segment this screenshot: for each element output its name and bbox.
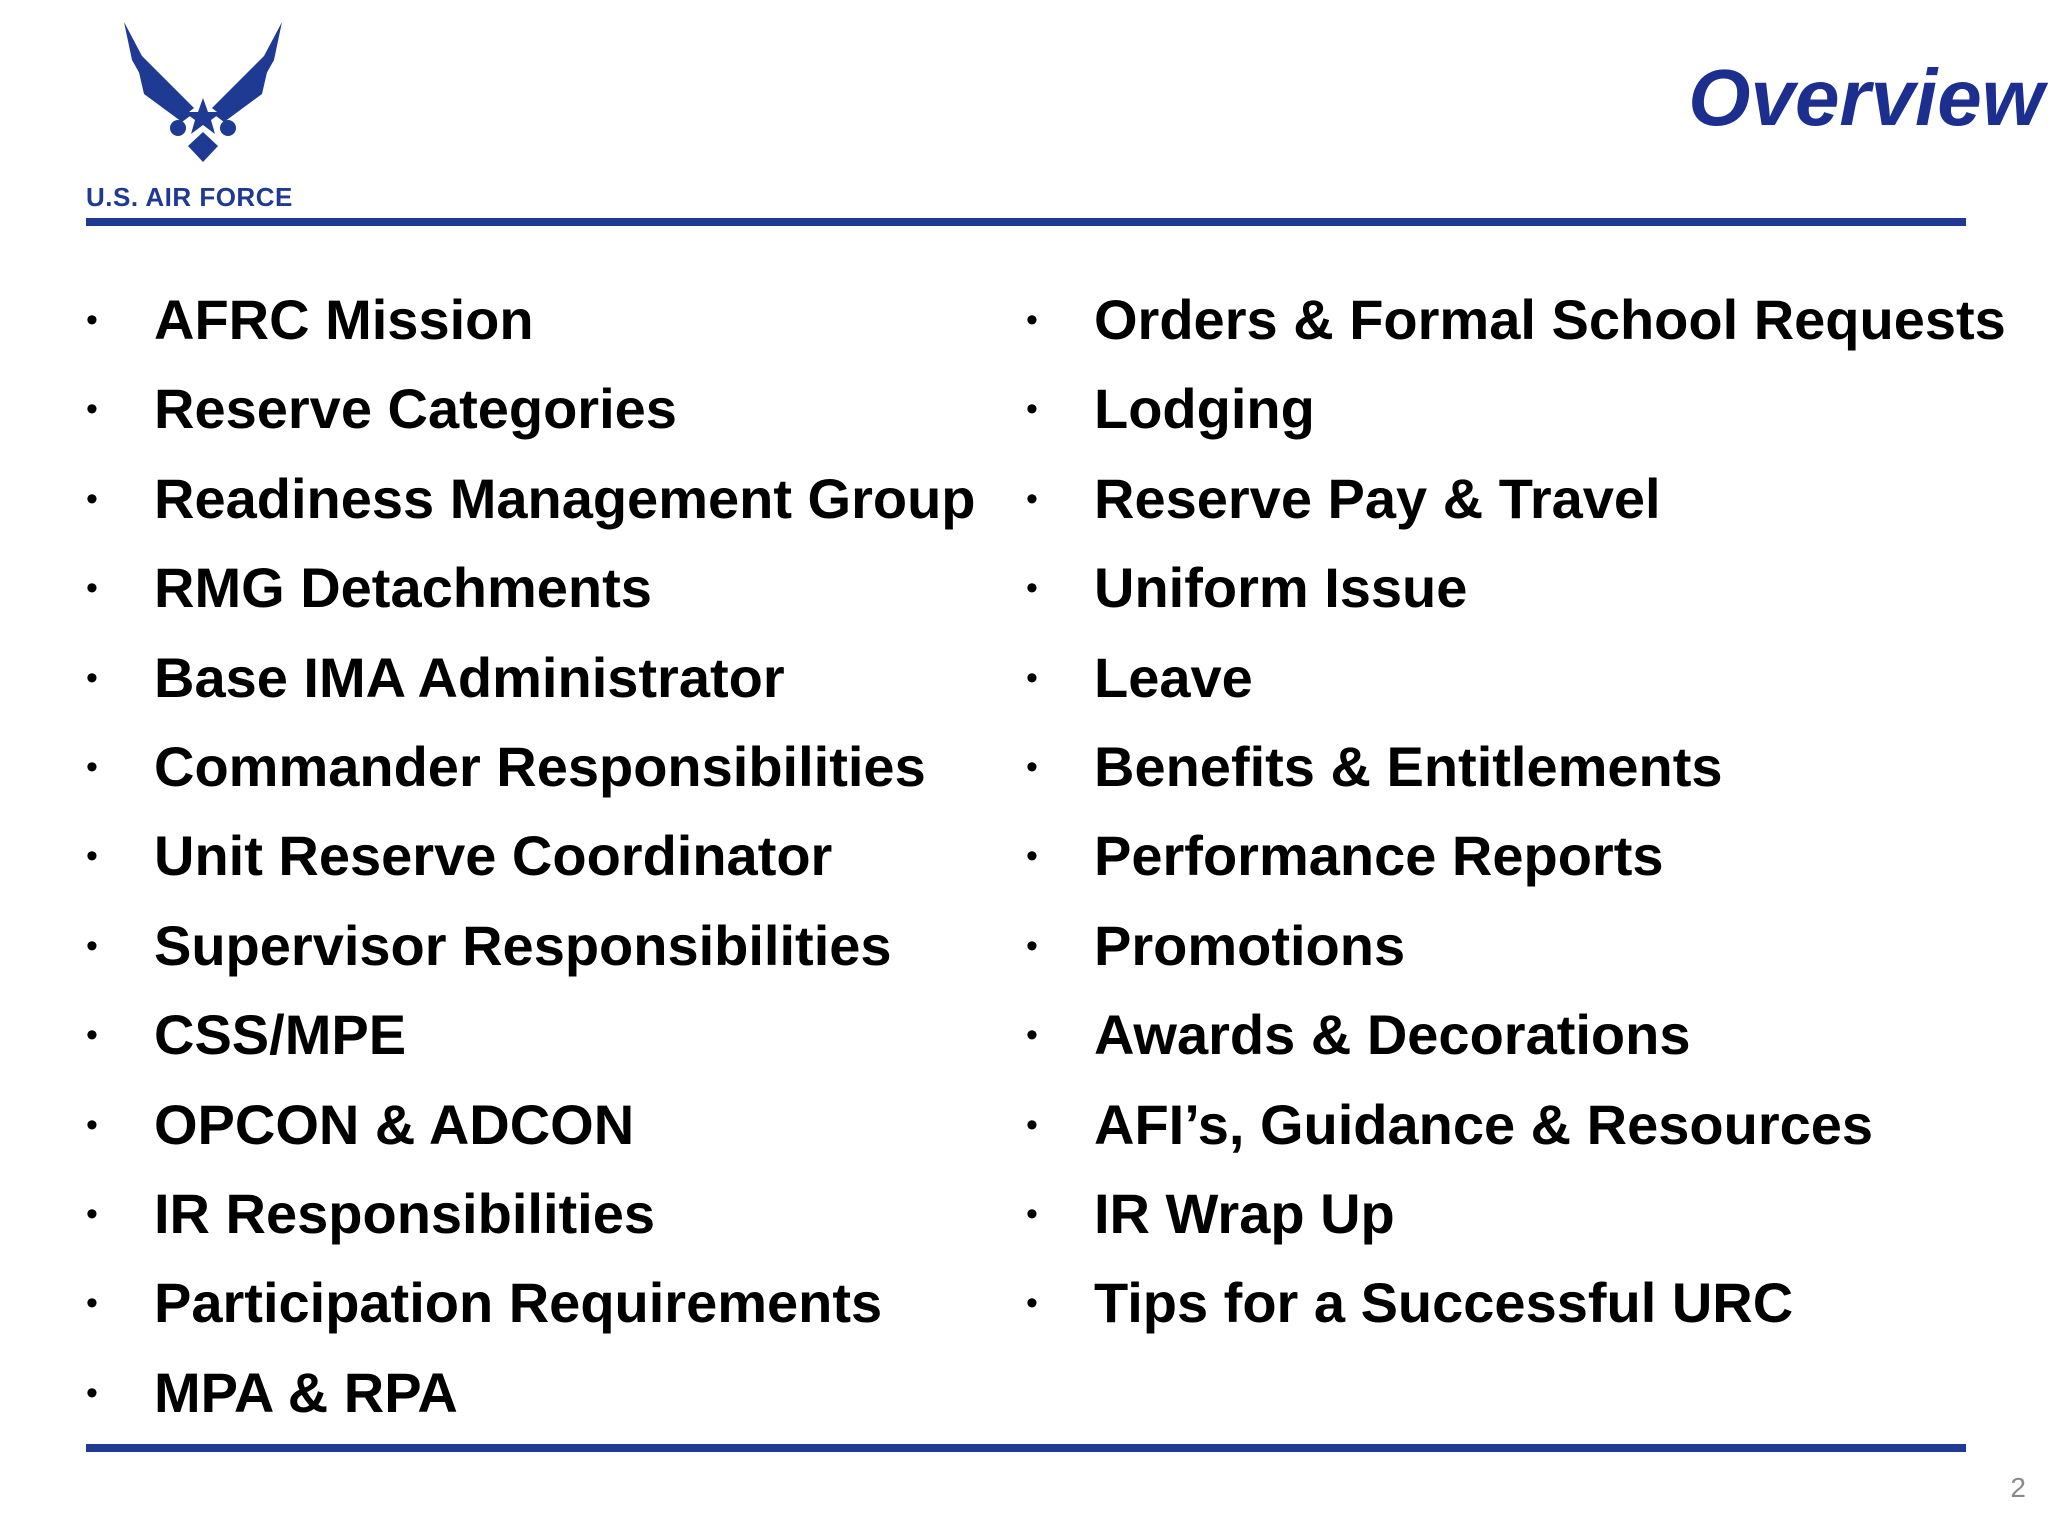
air-force-wings-icon <box>120 20 286 168</box>
list-item <box>1026 913 2041 1005</box>
bullet-icon: • <box>86 1105 98 1144</box>
list-item <box>1026 645 2041 737</box>
list-item <box>86 826 1086 915</box>
list-item <box>86 913 1086 1005</box>
page-title: Overview <box>1688 53 2044 142</box>
list-item-label: Leave <box>1094 645 1253 709</box>
list-item <box>1026 290 2041 379</box>
list-item-label: Orders & Formal School Requests <box>1094 288 2006 351</box>
list-item <box>86 1273 1086 1362</box>
list-item <box>1026 466 2041 558</box>
list-item-label: IR Responsibilities <box>154 1181 655 1245</box>
bullet-icon: • <box>86 390 98 429</box>
list-item-label: Promotions <box>1094 913 1406 977</box>
list-item-label: AFI’s, Guidance & Resources <box>1094 1092 1874 1156</box>
bullet-icon: • <box>86 658 98 697</box>
list-item-label: Reserve Pay & Travel <box>1094 466 1661 530</box>
list-item-label: Tips for a Successful URC <box>1094 1271 1794 1335</box>
list-item <box>1026 558 2041 647</box>
bullet-icon: • <box>1026 1194 1038 1233</box>
list-item <box>1026 1181 2041 1273</box>
list-item <box>1026 826 2041 915</box>
list-item <box>86 645 1086 737</box>
bullet-icon: • <box>1026 479 1038 518</box>
list-item-label: Readiness Management Group <box>154 466 976 530</box>
list-item-label: IR Wrap Up <box>1094 1181 1395 1245</box>
list-item <box>1026 379 2041 468</box>
bullet-icon: • <box>1026 747 1038 786</box>
bullet-icon: • <box>86 1373 98 1412</box>
bullet-icon: • <box>86 1194 98 1233</box>
bullet-icon: • <box>86 747 98 786</box>
list-item <box>1026 1092 2041 1184</box>
list-item <box>86 734 1086 826</box>
bullet-icon: • <box>1026 1016 1038 1055</box>
list-item-label: Lodging <box>1094 377 1315 441</box>
list-item-label: OPCON & ADCON <box>154 1092 635 1156</box>
list-item-label: Unit Reserve Coordinator <box>154 824 833 888</box>
bullet-icon: • <box>1026 926 1038 965</box>
bullet-icon: • <box>86 1016 98 1055</box>
bullet-icon: • <box>1026 569 1038 608</box>
list-item-label: MPA & RPA <box>154 1360 458 1424</box>
bullet-icon: • <box>1026 390 1038 429</box>
list-item <box>86 558 1086 647</box>
list-item <box>86 1360 1086 1452</box>
bullet-icon: • <box>1026 1105 1038 1144</box>
bullet-icon: • <box>86 837 98 876</box>
footer-divider <box>86 1444 1966 1452</box>
right-bullet-list <box>1026 290 2041 1363</box>
list-item <box>1026 1273 2041 1362</box>
bullet-icon: • <box>86 479 98 518</box>
list-item-label: Uniform Issue <box>1094 556 1468 620</box>
list-item <box>86 1092 1086 1184</box>
list-item <box>1026 1005 2041 1094</box>
bullet-icon: • <box>1026 658 1038 697</box>
logo-wordmark: U.S. AIR FORCE <box>86 182 293 212</box>
list-item-label: Supervisor Responsibilities <box>154 913 892 977</box>
list-item-label: Awards & Decorations <box>1094 1003 1691 1067</box>
list-item <box>86 466 1086 558</box>
bullet-icon: • <box>86 301 98 339</box>
bullet-icon: • <box>86 1284 98 1323</box>
list-item-label: Performance Reports <box>1094 824 1664 888</box>
list-item <box>1026 734 2041 826</box>
bullet-icon: • <box>86 569 98 608</box>
page-number: 2 <box>2010 1472 2026 1503</box>
list-item <box>86 290 1086 379</box>
list-item <box>86 1005 1086 1094</box>
list-item <box>86 379 1086 468</box>
bullet-icon: • <box>1026 301 1038 339</box>
left-bullet-list <box>86 290 1086 1452</box>
air-force-logo <box>86 20 322 216</box>
list-item-label: Base IMA Administrator <box>154 645 785 709</box>
bullet-icon: • <box>1026 1284 1038 1323</box>
list-item-label: Commander Responsibilities <box>154 734 926 798</box>
list-item-label: AFRC Mission <box>154 288 534 351</box>
list-item-label: Benefits & Entitlements <box>1094 734 1723 798</box>
header-divider <box>86 218 1966 226</box>
list-item-label: Participation Requirements <box>154 1271 883 1335</box>
list-item-label: RMG Detachments <box>154 556 652 620</box>
list-item-label: CSS/MPE <box>154 1003 407 1067</box>
bullet-icon: • <box>86 926 98 965</box>
list-item <box>86 1181 1086 1273</box>
bullet-icon: • <box>1026 837 1038 876</box>
list-item-label: Reserve Categories <box>154 377 677 441</box>
